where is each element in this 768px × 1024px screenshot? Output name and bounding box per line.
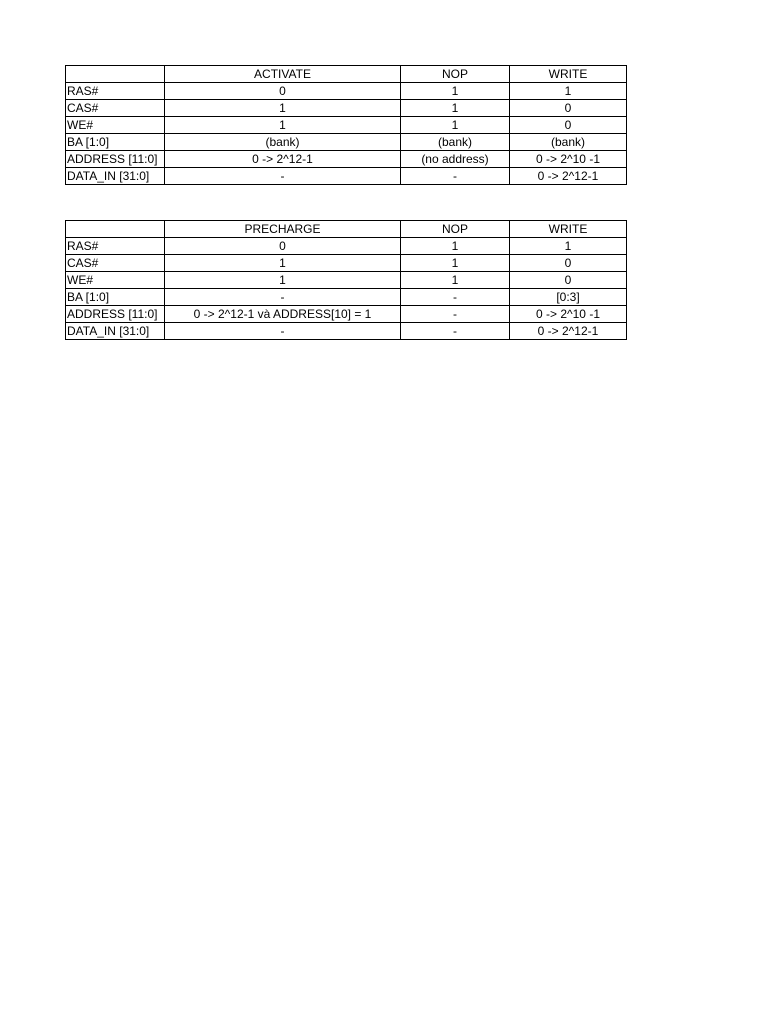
table-row [66,83,627,100]
table-cell: 0 -> 2^12-1 [510,323,627,340]
row-label: RAS# [66,83,165,100]
command-table-activate [65,65,627,185]
table-row [66,168,627,185]
table-cell: 0 [510,255,627,272]
table-row [66,134,627,151]
table-row [66,255,627,272]
table-cell: (bank) [401,134,510,151]
table-cell: 1 [401,83,510,100]
table-row [66,117,627,134]
table-cell: - [401,289,510,306]
table-cell: (no address) [401,151,510,168]
row-label: ADDRESS [11:0] [66,306,165,323]
table-cell: 0 [510,117,627,134]
header-row [66,66,627,83]
table-cell: 1 [510,83,627,100]
row-label: BA [1:0] [66,289,165,306]
row-label: ADDRESS [11:0] [66,151,165,168]
table-cell: 0 [510,100,627,117]
command-table-precharge [65,220,627,340]
table-cell: - [401,323,510,340]
table-cell: 1 [165,117,401,134]
row-label: RAS# [66,238,165,255]
table-cell: 1 [401,272,510,289]
row-label: CAS# [66,255,165,272]
header-cell-corner [66,66,165,83]
table-cell: 1 [165,272,401,289]
row-label: WE# [66,117,165,134]
header-row [66,221,627,238]
header-cell-nop: NOP [401,221,510,238]
table-cell: [0:3] [510,289,627,306]
table-cell: (bank) [510,134,627,151]
table-cell: - [401,168,510,185]
header-cell-nop: NOP [401,66,510,83]
table-row [66,100,627,117]
row-label: DATA_IN [31:0] [66,323,165,340]
header-cell-write: WRITE [510,221,627,238]
table-cell: 1 [401,255,510,272]
table-cell: 0 -> 2^12-1 [165,151,401,168]
table-cell: 1 [401,100,510,117]
row-label: BA [1:0] [66,134,165,151]
table-cell: - [165,323,401,340]
row-label: WE# [66,272,165,289]
table-row [66,289,627,306]
table-cell: - [401,306,510,323]
table-row [66,151,627,168]
table-cell: (bank) [165,134,401,151]
table-cell: 0 [510,272,627,289]
table-row [66,238,627,255]
table-cell: 0 -> 2^12-1 [510,168,627,185]
table-cell: 1 [401,117,510,134]
header-cell-precharge: PRECHARGE [165,221,401,238]
table-row [66,272,627,289]
header-cell-corner [66,221,165,238]
table-cell: - [165,289,401,306]
table-row [66,306,627,323]
table-row [66,323,627,340]
table-cell: 0 -> 2^10 -1 [510,151,627,168]
table-cell: 0 -> 2^10 -1 [510,306,627,323]
header-cell-write: WRITE [510,66,627,83]
table-cell: 1 [165,100,401,117]
table-cell: 1 [165,255,401,272]
table-cell: 0 [165,83,401,100]
table-cell: - [165,168,401,185]
table-cell: 1 [510,238,627,255]
row-label: DATA_IN [31:0] [66,168,165,185]
table-cell: 1 [401,238,510,255]
row-label: CAS# [66,100,165,117]
header-cell-activate: ACTIVATE [165,66,401,83]
table-cell: 0 [165,238,401,255]
table-cell: 0 -> 2^12-1 và ADDRESS[10] = 1 [165,306,401,323]
